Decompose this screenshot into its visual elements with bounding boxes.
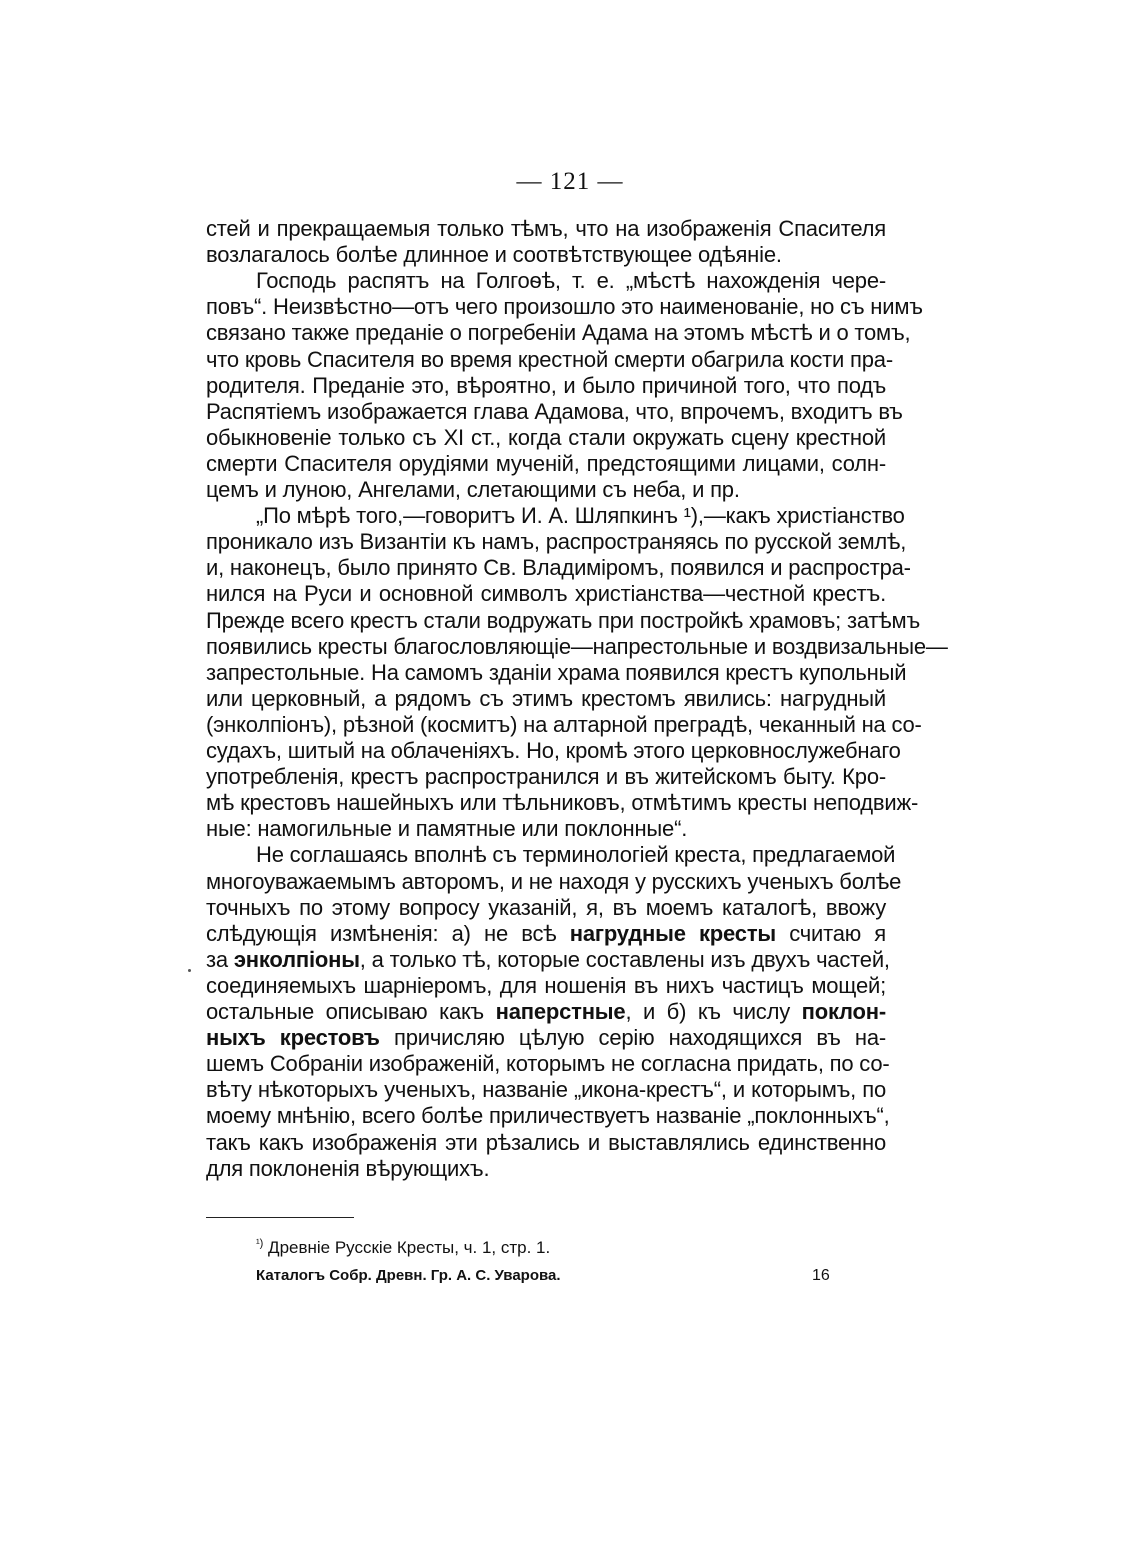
- text-line: [206, 998, 886, 1026]
- text-line: запрестольные. На самомъ зданіи храма появился крестъ купольный: [206, 659, 907, 685]
- text-segment: причисляю цѣлую серію находящихся въ на-: [379, 1025, 886, 1051]
- bold-term: ныхъ крестовъ: [206, 1025, 380, 1051]
- text-line: обыкновеніе только съ XI ст., когда стали окружать сцену крестной: [206, 424, 886, 450]
- text-segment: считаю я: [775, 920, 887, 946]
- footnote-marker: ¹): [256, 1237, 264, 1250]
- text-line: (энколпіонъ), рѣзной (коcмитъ) на алтарной преградѣ, чеканный на со-: [206, 711, 922, 737]
- text-line: смерти Спасителя орудіями мученій, предстоящими лицами, солн-: [206, 450, 886, 476]
- text-line: стей и прекращаемыя только тѣмъ, что на изображенія Спасителя: [206, 216, 886, 241]
- text-line: Распятіемъ изображается глава Адамова, что, впрочемъ, входитъ въ: [206, 398, 903, 424]
- scan-speck: [188, 969, 191, 972]
- footnote-text: Древніе Русскіе Кресты, ч. 1, стр. 1.: [263, 1238, 551, 1257]
- text-line: родителя. Преданіе это, вѣроятно, и было причиной того, что подъ: [206, 372, 886, 398]
- text-line: и, наконецъ, было принято Св. Владиміромъ, появился и распростра-: [206, 555, 911, 581]
- text-line: многоуважаемымъ авторомъ, и не находя у русскихъ ученыхъ болѣе: [206, 868, 902, 894]
- text-line: нился на Руси и основной символъ христіанства—честной крестъ.: [206, 581, 886, 607]
- text-line: для поклоненія вѣрующихъ.: [206, 1155, 490, 1181]
- text-line: появились кресты благословляющіе—напрестольные и воздвизальные—: [206, 633, 948, 659]
- text-line: судахъ, шитый на облаченіяхъ. Но, кромѣ этого церковнослужебнаго: [206, 738, 901, 763]
- text-line: соединяемыхъ шарніеромъ, для ношенія въ нихъ частицъ мощей;: [206, 972, 886, 998]
- text-line: вѣту нѣкоторыхъ ученыхъ, названіе „икона-крестъ“, и которымъ, по: [206, 1077, 886, 1103]
- bold-term: энколпіоны: [233, 946, 360, 972]
- text-segment: остальные описываю какъ: [206, 999, 496, 1024]
- text-line: „По мѣрѣ того,—говоритъ И. А. Шляпкинъ ¹),—какъ христіанство: [256, 503, 905, 529]
- text-line: шемъ Собраніи изображеній, которымъ не согласна придать, по со-: [206, 1051, 890, 1077]
- text-line: Прежде всего крестъ стали водружать при постройкѣ храмовъ; затѣмъ: [206, 607, 921, 633]
- text-line: или церковный, а рядомъ съ этимъ крестомъ явились: нагрудный: [206, 685, 886, 711]
- text-line: [206, 1024, 886, 1052]
- signature-line: Каталогъ Собр. Древн. Гр. А. С. Уварова.: [256, 1267, 561, 1284]
- page-number: — 121 —: [516, 168, 624, 195]
- text-line: употребленія, крестъ распространился и въ житейскомъ быту. Кро-: [206, 764, 886, 790]
- text-line: мѣ крестовъ нашейныхъ или тѣльниковъ, отмѣтимъ кресты неподвиж-: [206, 790, 919, 816]
- footnote: [256, 1238, 550, 1258]
- text-segment: слѣдующія измѣненія: а) не всѣ: [206, 920, 570, 946]
- text-line: Господь распятъ на Голгоѳѣ, т. е. „мѣстѣ нахожденія чере-: [256, 268, 886, 294]
- bold-term: нагрудные кресты: [569, 920, 776, 946]
- text-line: возлагалось болѣе длинное и соотвѣтствующее одѣяніе.: [206, 242, 782, 268]
- text-line: повъ“. Неизвѣстно—отъ чего произошло это наименованіе, но съ нимъ: [206, 294, 923, 320]
- bold-term: наперстные: [495, 999, 626, 1024]
- text-line: такъ какъ изображенія эти рѣзались и выставлялись единственно: [206, 1129, 886, 1155]
- text-line: Не соглашаясь вполнѣ съ терминологіей креста, предлагаемой: [256, 842, 896, 868]
- text-segment: , и б) къ числу: [625, 999, 802, 1024]
- text-line: связано также преданіе о погребеніи Адама на этомъ мѣстѣ и о томъ,: [206, 320, 911, 346]
- text-segment: , а только тѣ, которые составлены изъ двухъ частей,: [359, 946, 890, 972]
- text-line: моему мнѣнію, всего болѣе приличествуетъ названіе „поклонныхъ“,: [206, 1103, 890, 1129]
- text-segment: за: [206, 946, 234, 972]
- bold-term: поклон-: [801, 999, 887, 1024]
- text-line: цемъ и луною, Ангелами, слетающими съ неба, и пр.: [206, 477, 740, 502]
- text-line: ные: намогильные и памятные или поклонные“.: [206, 816, 688, 842]
- sheet-mark: 16: [812, 1267, 830, 1284]
- text-line: проникало изъ Византіи къ намъ, распространяясь по русской землѣ,: [206, 529, 907, 555]
- text-line: [206, 920, 886, 948]
- text-line: точныхъ по этому вопросу указаній, я, въ моемъ каталогѣ, ввожу: [206, 894, 886, 920]
- text-line: [206, 946, 890, 974]
- text-line: что кровь Спасителя во время крестной смерти обагрила кости пра-: [206, 346, 893, 372]
- footnote-rule: [206, 1217, 354, 1218]
